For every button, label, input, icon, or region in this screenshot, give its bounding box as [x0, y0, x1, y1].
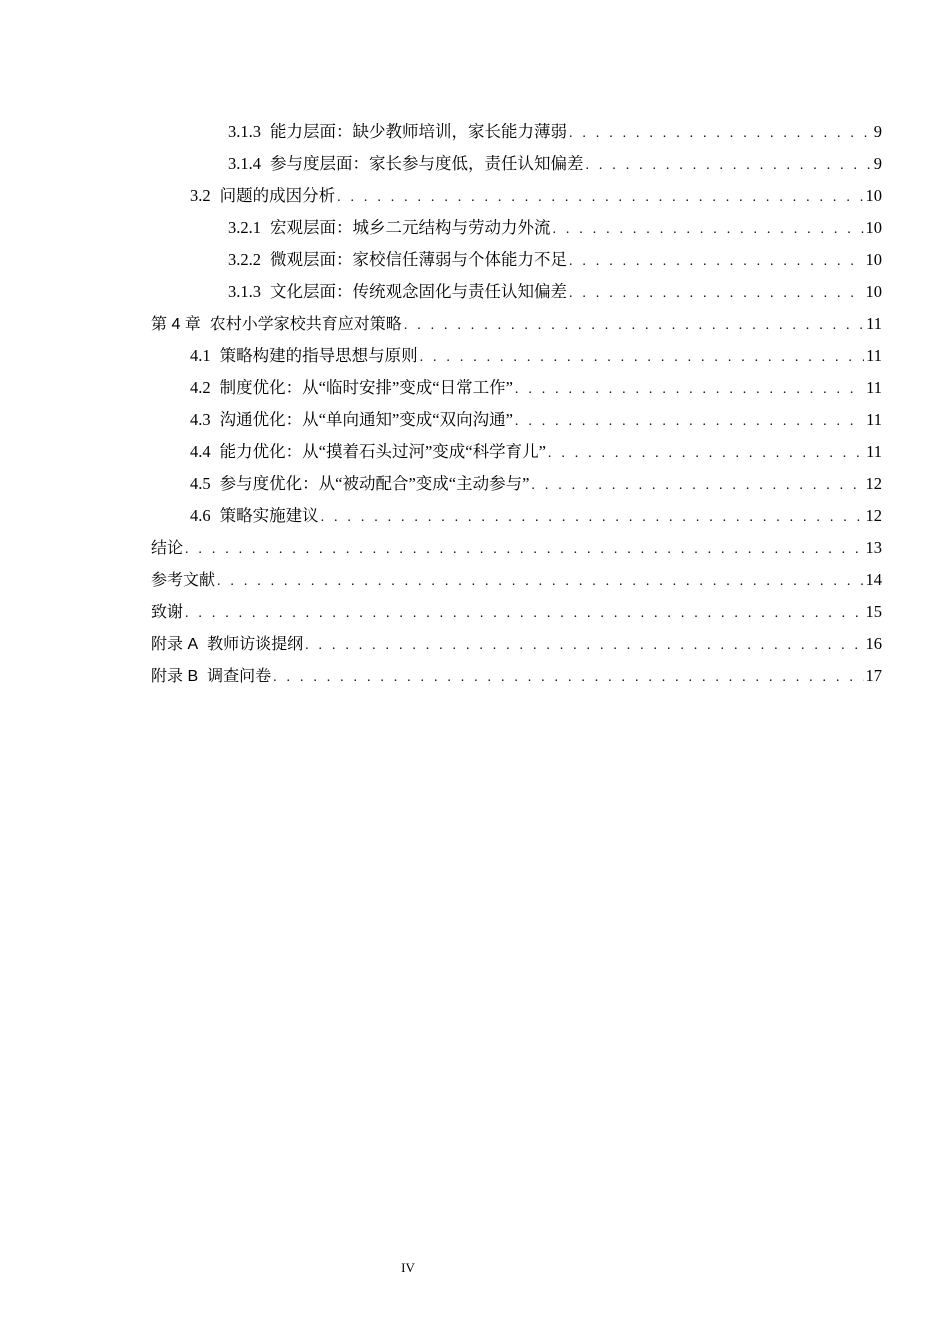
toc-entry-title: 问题的成因分析 — [219, 186, 336, 205]
toc-entry[interactable] — [151, 148, 882, 180]
toc-entry-title: 策略构建的指导思想与原则 — [219, 346, 418, 365]
toc-entry[interactable] — [151, 436, 882, 468]
toc-entry-number: 3.1.4 — [228, 154, 261, 173]
toc-entry-number: 第 4 章 — [151, 316, 201, 333]
toc-entry-page: 9 — [873, 154, 882, 173]
toc-leader-dots — [548, 438, 864, 470]
toc-leader-dots — [305, 630, 863, 662]
toc-entry-chapter[interactable] — [151, 660, 882, 692]
toc-leader-dots — [337, 182, 863, 214]
toc-entry[interactable] — [151, 244, 882, 276]
toc-leader-dots — [321, 502, 864, 534]
toc-entry[interactable] — [151, 468, 882, 500]
toc-entry-number: 3.1.3 — [228, 122, 261, 141]
toc-leader-dots — [273, 662, 863, 694]
toc-leader-dots — [404, 310, 864, 342]
toc-entry-page: 12 — [865, 506, 882, 525]
toc-entry-title: 能力优化：从“摸着石头过河”变成“科学育儿” — [219, 442, 546, 461]
toc-entry-page: 16 — [865, 634, 882, 653]
toc-entry[interactable] — [151, 212, 882, 244]
toc-entry-number: 3.2.1 — [228, 218, 261, 237]
toc-leader-dots — [569, 278, 864, 310]
toc-entry-title: 农村小学家校共育应对策略 — [209, 316, 402, 333]
toc-leader-dots — [531, 470, 863, 502]
toc-entry-page: 15 — [865, 602, 882, 621]
toc-entry-page: 11 — [866, 346, 882, 365]
toc-entry-chapter[interactable] — [151, 564, 882, 596]
toc-entry-chapter[interactable] — [151, 532, 882, 564]
toc-entry-title: 策略实施建议 — [219, 506, 319, 525]
toc-entry-page: 12 — [865, 474, 882, 493]
toc-entry[interactable] — [151, 372, 882, 404]
toc-entry-page: 17 — [865, 666, 882, 685]
toc-entry-number: 3.2 — [190, 186, 211, 205]
toc-entry[interactable] — [151, 404, 882, 436]
toc-entry-title: 调查问卷 — [207, 668, 272, 685]
toc-entry-title: 宏观层面：城乡二元结构与劳动力外流 — [270, 218, 551, 237]
toc-entry-title: 制度优化：从“临时安排”变成“日常工作” — [219, 378, 513, 397]
toc-leader-dots — [553, 214, 864, 246]
toc-entry-number: 3.1.3 — [228, 282, 261, 301]
toc-entry-page: 10 — [865, 250, 882, 269]
toc-entry-title: 参考文献 — [151, 572, 216, 589]
toc-leader-dots — [185, 534, 863, 566]
toc-entry-number: 4.3 — [190, 410, 211, 429]
toc-entry-title: 致谢 — [151, 604, 184, 621]
toc-entry-title: 文化层面：传统观念固化与责任认知偏差 — [270, 282, 567, 301]
toc-entry-number: 附录 B — [151, 668, 199, 685]
toc-entry-chapter[interactable] — [151, 596, 882, 628]
toc-entry-title: 参与度优化：从“被动配合”变成“主动参与” — [219, 474, 530, 493]
toc-entry-title: 参与度层面：家长参与度低，责任认知偏差 — [270, 154, 584, 173]
toc-entry-page: 11 — [866, 410, 882, 429]
toc-leader-dots — [420, 342, 864, 374]
toc-entry-chapter[interactable] — [151, 308, 882, 340]
toc-entry-number: 4.1 — [190, 346, 211, 365]
toc-leader-dots — [515, 374, 864, 406]
toc-entry-title: 微观层面：家校信任薄弱与个体能力不足 — [270, 250, 567, 269]
toc-entry[interactable] — [151, 276, 882, 308]
toc-entry-page: 10 — [865, 186, 882, 205]
toc-entry-page: 10 — [865, 282, 882, 301]
toc-leader-dots — [569, 118, 872, 150]
toc-entry-page: 10 — [865, 218, 882, 237]
toc-entry-number: 4.2 — [190, 378, 211, 397]
toc-entry[interactable] — [151, 116, 882, 148]
toc-entry[interactable] — [151, 340, 882, 372]
toc-entry-page: 9 — [873, 122, 882, 141]
table-of-contents — [151, 116, 882, 692]
toc-leader-dots — [515, 406, 864, 438]
toc-entry-title: 结论 — [151, 540, 184, 557]
toc-entry-page: 11 — [866, 442, 882, 461]
toc-entry-chapter[interactable] — [151, 628, 882, 660]
toc-entry-number: 4.6 — [190, 506, 211, 525]
toc-entry-number: 3.2.2 — [228, 250, 261, 269]
page-number: IV — [401, 1260, 415, 1275]
toc-entry-page: 13 — [865, 538, 882, 557]
toc-entry[interactable] — [151, 180, 882, 212]
toc-leader-dots — [217, 566, 863, 598]
toc-entry-page: 11 — [866, 314, 882, 333]
toc-entry[interactable] — [151, 500, 882, 532]
toc-entry-title: 沟通优化：从“单向通知”变成“双向沟通” — [219, 410, 513, 429]
toc-entry-title: 教师访谈提纲 — [207, 636, 304, 653]
toc-entry-page: 14 — [865, 570, 882, 589]
toc-entry-number: 4.5 — [190, 474, 211, 493]
toc-leader-dots — [185, 598, 863, 630]
toc-entry-title: 能力层面：缺少教师培训，家长能力薄弱 — [270, 122, 567, 141]
toc-leader-dots — [569, 246, 864, 278]
toc-entry-number: 4.4 — [190, 442, 211, 461]
toc-leader-dots — [586, 150, 872, 182]
toc-entry-page: 11 — [866, 378, 882, 397]
toc-entry-number: 附录 A — [151, 636, 199, 653]
